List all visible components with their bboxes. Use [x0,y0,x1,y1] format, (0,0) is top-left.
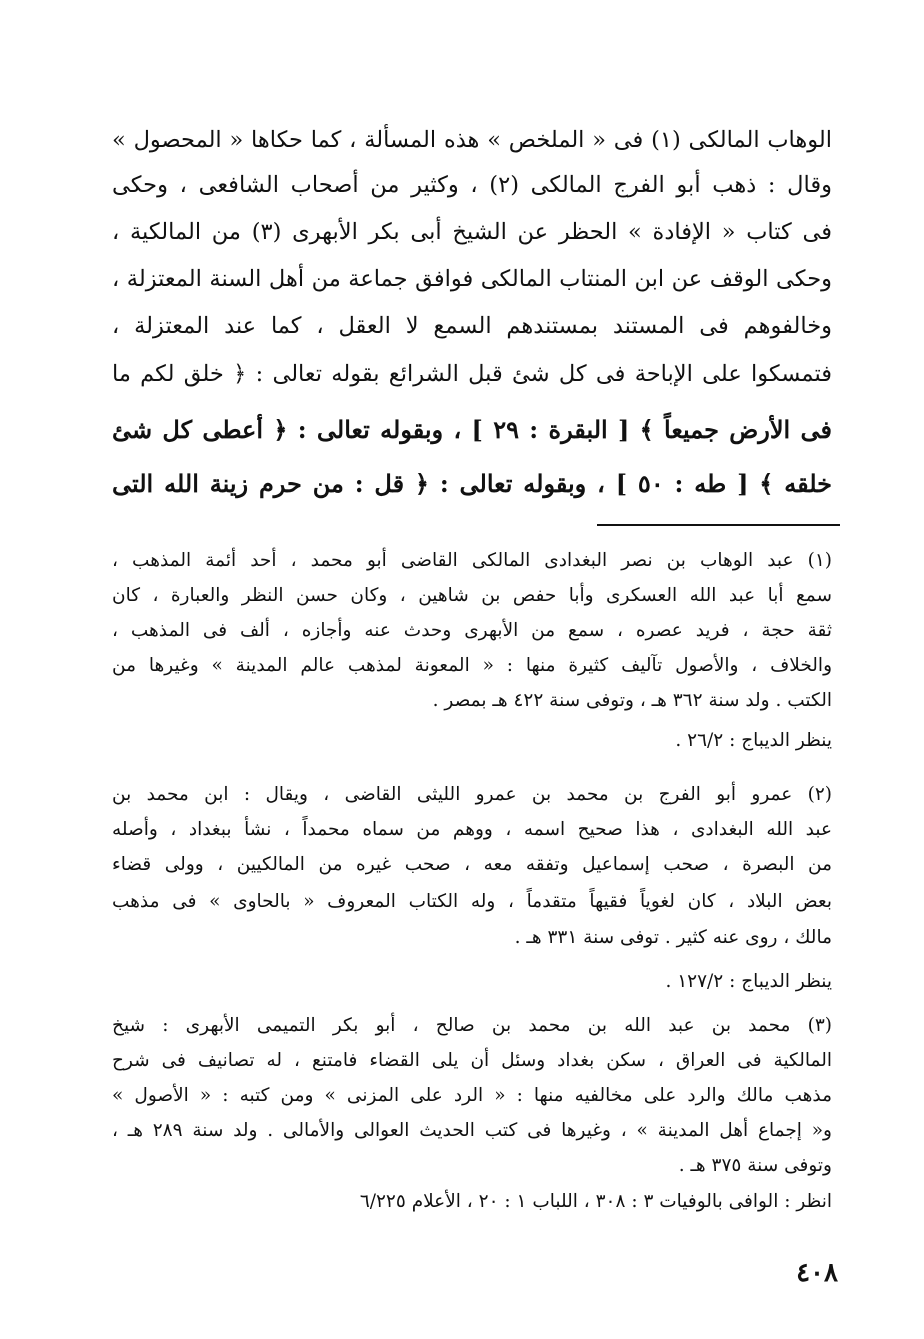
main-text-line: فى كتاب « الإفادة » الحظر عن الشيخ أبى بكر الأبهرى (٣) من المالكية ، [112,219,832,245]
footnote-line: و« إجماع أهل المدينة » ، وغيرها فى كتب الحديث العوالى والأمالى . ولد سنة ٢٨٩ هـ ، [112,1120,832,1141]
footnote-line: بعض البلاد ، كان لغوياً فقيهاً متقدماً ، وله الكتاب المعروف « بالحاوى » فى مذهب [112,891,832,912]
footnote-line: المالكية فى العراق ، سكن بغداد وسئل أن يلى القضاء فامتنع ، له تصانيف فى شرح [112,1050,832,1071]
footnote-line: سمع أبا عبد الله العسكرى وأبا حفص بن شاهين ، وكان حسن النظر والعبارة ، كان [112,585,832,606]
footnote-line: (٣) محمد بن عبد الله بن محمد بن صالح ، أبو بكر التميمى الأبهرى : شيخ [112,1015,832,1036]
footnote-line: والخلاف ، والأصول تآليف كثيرة منها : « المعونة لمذهب عالم المدينة » وغيرها من [112,655,832,676]
footnote-line: من البصرة ، صحب إسماعيل وتفقه معه ، صحب غيره من المالكيين ، وولى قضاء [112,854,832,875]
footnote-line: مالك ، روى عنه كثير . توفى سنة ٣٣١ هـ . [514,927,832,948]
footnote-line: (٢) عمرو أبو الفرج بن محمد بن عمرو الليثى القاضى ، ويقال : ابن محمد بن [112,784,832,805]
footnote-source: ينظر الديباج : ٢٦/٢ . [675,730,832,751]
footnote-line: وتوفى سنة ٣٧٥ هـ . [678,1155,832,1176]
main-text-line: وقال : ذهب أبو الفرج المالكى (٢) ، وكثير من أصحاب الشافعى ، وحكى [112,172,832,198]
footnote-line: عبد الله البغدادى ، هذا صحيح اسمه ، ووهم من سماه محمداً ، نشأ ببغداد ، وأصله [112,819,832,840]
main-text-line: خلقه ﴾ [ طه : ٥٠ ] ، وبقوله تعالى : ﴿ قل : من حرم زينة الله التى [112,469,832,498]
main-text-line: فى الأرض جميعاً ﴾ [ البقرة : ٢٩ ] ، وبقوله تعالى : ﴿ أعطى كل شئ [112,415,832,444]
main-text-line: الوهاب المالكى (١) فى « الملخص » هذه المسألة ، كما حكاها « المحصول » [112,127,832,153]
page-number: ٤٠٨ [796,1258,838,1288]
footnote-source: ينظر الديباج : ١٢٧/٢ . [665,971,832,992]
footnote-line: الكتب . ولد سنة ٣٦٢ هـ ، وتوفى سنة ٤٢٢ هـ بمصر . [432,690,832,711]
footnote-separator [597,524,840,526]
main-text-line: وحكى الوقف عن ابن المنتاب المالكى فوافق جماعة من أهل السنة المعتزلة ، [112,266,832,292]
main-text-line: فتمسكوا على الإباحة فى كل شئ قبل الشرائع بقوله تعالى : ﴿ خلق لكم ما [112,361,832,387]
footnote-line: (١) عبد الوهاب بن نصر البغدادى المالكى القاضى أبو محمد ، أحد أئمة المذهب ، [112,550,832,571]
main-text-line: وخالفوهم فى المستند بمستندهم السمع لا العقل ، كما عند المعتزلة ، [112,313,832,339]
footnote-source: انظر : الوافى بالوفيات ٣ : ٣٠٨ ، اللباب ١ : ٢٠ ، الأعلام ٦/٢٢٥ [359,1191,832,1212]
footnote-line: مذهب مالك والرد على مخالفيه منها : « الرد على المزنى » ومن كتبه : « الأصول » [112,1085,832,1106]
footnote-line: ثقة حجة ، فريد عصره ، سمع من الأبهرى وحدث عنه وأجازه ، ألف فى المذهب ، [112,620,832,641]
